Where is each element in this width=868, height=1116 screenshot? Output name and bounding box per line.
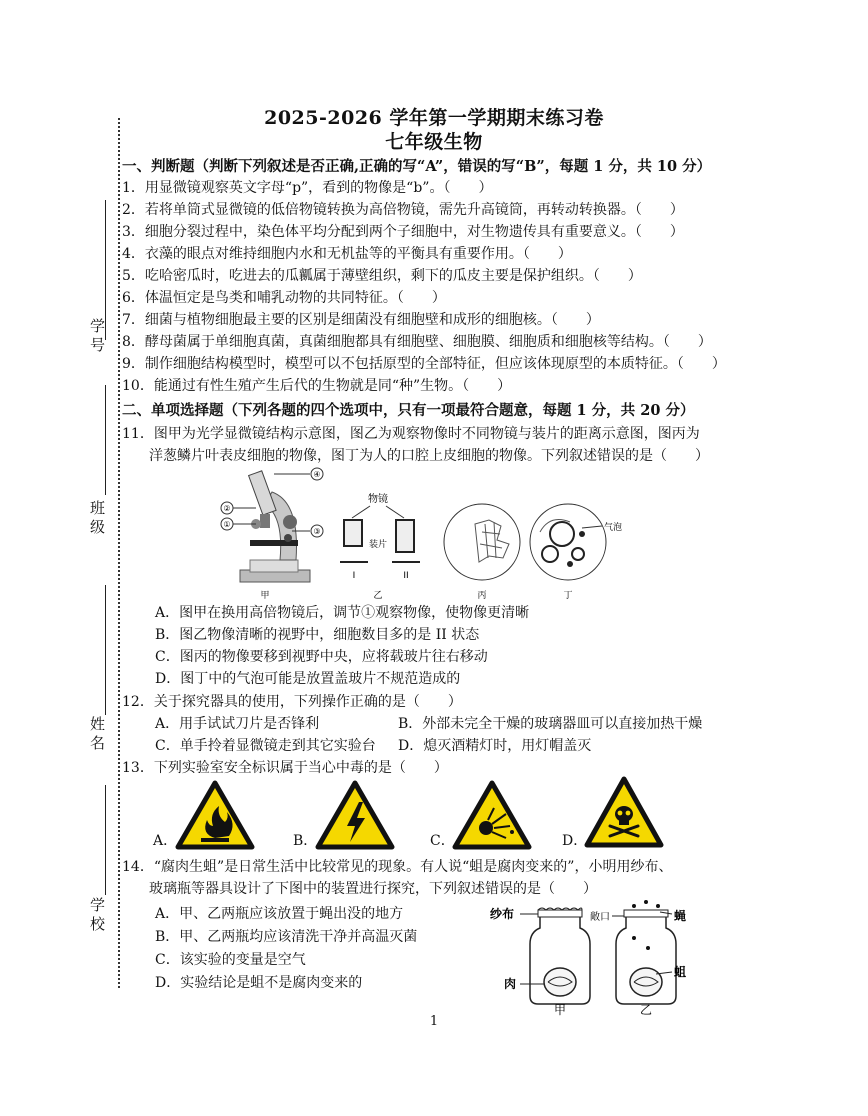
slide-label: 装片 (368, 540, 388, 550)
tf-question-3: 3．细胞分裂过程中，染色体平均分配到两个子细胞中，对生物遗传具有重要意义。（ ） (122, 224, 684, 240)
caption-bing: 丙 (477, 591, 487, 601)
tf-question-9: 9．制作细胞结构模型时，模型可以不包括原型的全部特征，但应该体现原型的本质特征。（ ） (122, 356, 726, 372)
electric-shock-warning-icon (315, 780, 395, 850)
tf-question-5: 5．吃哈密瓜时，吃进去的瓜瓤属于薄壁组织，剩下的瓜皮主要是保护组织。（ ） (122, 268, 642, 284)
gauze-label: 纱布 (490, 907, 515, 921)
label-4: ④ (313, 470, 321, 479)
page-number: 1 (429, 1014, 439, 1029)
binding-dotted-line (118, 118, 120, 988)
tf-question-8: 8．酵母菌属于单细胞真菌，真菌细胞都具有细胞壁、细胞膜、细胞质和细胞核等结构。（ ） (122, 334, 712, 350)
q11-option-b: B．图乙物像清晰的视野中，细胞数目多的是 II 状态 (155, 627, 480, 643)
q13-label-d: D． (562, 833, 588, 849)
caption-jia: 甲 (260, 591, 270, 601)
name-label: 姓名 (88, 716, 106, 754)
microscope-illustration (240, 471, 310, 582)
meat-label: 肉 (504, 977, 517, 991)
explosive-warning-icon (452, 780, 532, 850)
jar-yi-label: 乙 (639, 1003, 653, 1016)
q14-stem-line2: 玻璃瓶等器具设计了下图中的装置进行探究，下列叙述错误的是（ ） (149, 881, 597, 897)
tf-question-10: 10．能通过有性生殖产生后代的生物就是同“种”生物。（ ） (122, 378, 512, 394)
q11-option-a: A．图甲在换用高倍物镜后，调节①观察物像，使物像更清晰 (155, 605, 530, 621)
maggot-label: 蛆 (674, 965, 687, 979)
exam-subject: 七年级生物 (385, 131, 483, 153)
tf-question-1: 1．用显微镜观察英文字母“p”，看到的物像是“b”。（ ） (122, 180, 493, 196)
q12-option-d: D．熄灭酒精灯时，用灯帽盖灭 (398, 738, 592, 754)
exam-title: 2025-2026 学年第一学期期末练习卷 (264, 107, 604, 129)
q14-option-a: A．甲、乙两瓶应该放置于蝇出没的地方 (155, 906, 404, 922)
section1-heading: 一、判断题（判断下列叙述是否正确,正确的写“A”，错误的写“B”，每题 1 分，共 10 分） (122, 158, 712, 175)
q14-option-b: B．甲、乙两瓶均应该清洗干净并高温灭菌 (155, 929, 418, 945)
student-id-label: 学号 (88, 318, 106, 356)
school-line (105, 785, 106, 895)
q13-stem: 13．下列实验室安全标识属于当心中毒的是（ ） (122, 760, 448, 776)
section2-heading: 二、单项选择题（下列各题的四个选项中，只有一项最符合题意，每题 1 分，共 20 分） (122, 402, 695, 419)
state-I: I (352, 571, 356, 581)
tf-question-4: 4．衣藻的眼点对维持细胞内水和无机盐等的平衡具有重要作用。（ ） (122, 246, 572, 262)
bubble-label: 气泡 (604, 523, 623, 533)
q11-stem-line1: 11．图甲为光学显微镜结构示意图，图乙为观察物像时不同物镜与装片的距离示意图，图丙为 (122, 426, 700, 442)
q12-stem: 12．关于探究器具的使用，下列操作正确的是（ ） (122, 694, 462, 710)
label-2: ② (223, 504, 231, 513)
q14-option-c: C．该实验的变量是空气 (155, 952, 306, 968)
q11-stem-line2: 洋葱鳞片叶表皮细胞的物像，图丁为人的口腔上皮细胞的物像。下列叙述错误的是（ ） (149, 448, 709, 464)
q11-figure (210, 462, 630, 602)
q14-option-d: D．实验结论是蛆不是腐肉变来的 (155, 975, 363, 991)
tf-question-7: 7．细菌与植物细胞最主要的区别是细菌没有细胞壁和成形的细胞核。（ ） (122, 312, 600, 328)
tf-question-2: 2．若将单筒式显微镜的低倍物镜转换为高倍物镜，需先升高镜筒，再转动转换器。（ ） (122, 202, 684, 218)
objective-label: 物镜 (368, 494, 388, 505)
flammable-warning-icon (175, 780, 255, 850)
open-label: 敞口 (590, 912, 610, 923)
state-II: II (403, 571, 409, 581)
class-label: 班级 (88, 500, 106, 538)
toxic-warning-icon (584, 776, 664, 848)
label-3: ③ (313, 527, 321, 536)
q12-option-c: C．单手拎着显微镜走到其它实验台 (155, 738, 376, 754)
q14-jar-figure (488, 898, 708, 1016)
q13-label-c: C． (430, 833, 455, 849)
q14-stem-line1: 14．“腐肉生蛆”是日常生活中比较常见的现象。有人说“蛆是腐肉变来的”，小明用纱布、 (122, 859, 673, 875)
q12-option-b: B．外部未完全干燥的玻璃器皿可以直接加热干燥 (398, 716, 703, 732)
name-line (105, 585, 106, 715)
q11-option-c: C．图丙的物像要移到视野中央，应将载玻片往右移动 (155, 649, 488, 665)
q12-option-a: A．用手试试刀片是否锋利 (155, 716, 320, 732)
caption-ding: 丁 (563, 591, 573, 601)
class-line (105, 385, 106, 495)
caption-yi: 乙 (373, 591, 383, 601)
tf-question-6: 6．体温恒定是鸟类和哺乳动物的共同特征。（ ） (122, 290, 446, 306)
label-1: ① (223, 520, 231, 529)
q13-label-b: B． (293, 833, 318, 849)
jar-jia-label: 甲 (553, 1003, 567, 1016)
fly-label: 蝇 (674, 909, 687, 923)
school-label: 学校 (88, 897, 106, 935)
q13-label-a: A． (153, 833, 178, 849)
q11-option-d: D．图丁中的气泡可能是放置盖玻片不规范造成的 (155, 671, 461, 687)
